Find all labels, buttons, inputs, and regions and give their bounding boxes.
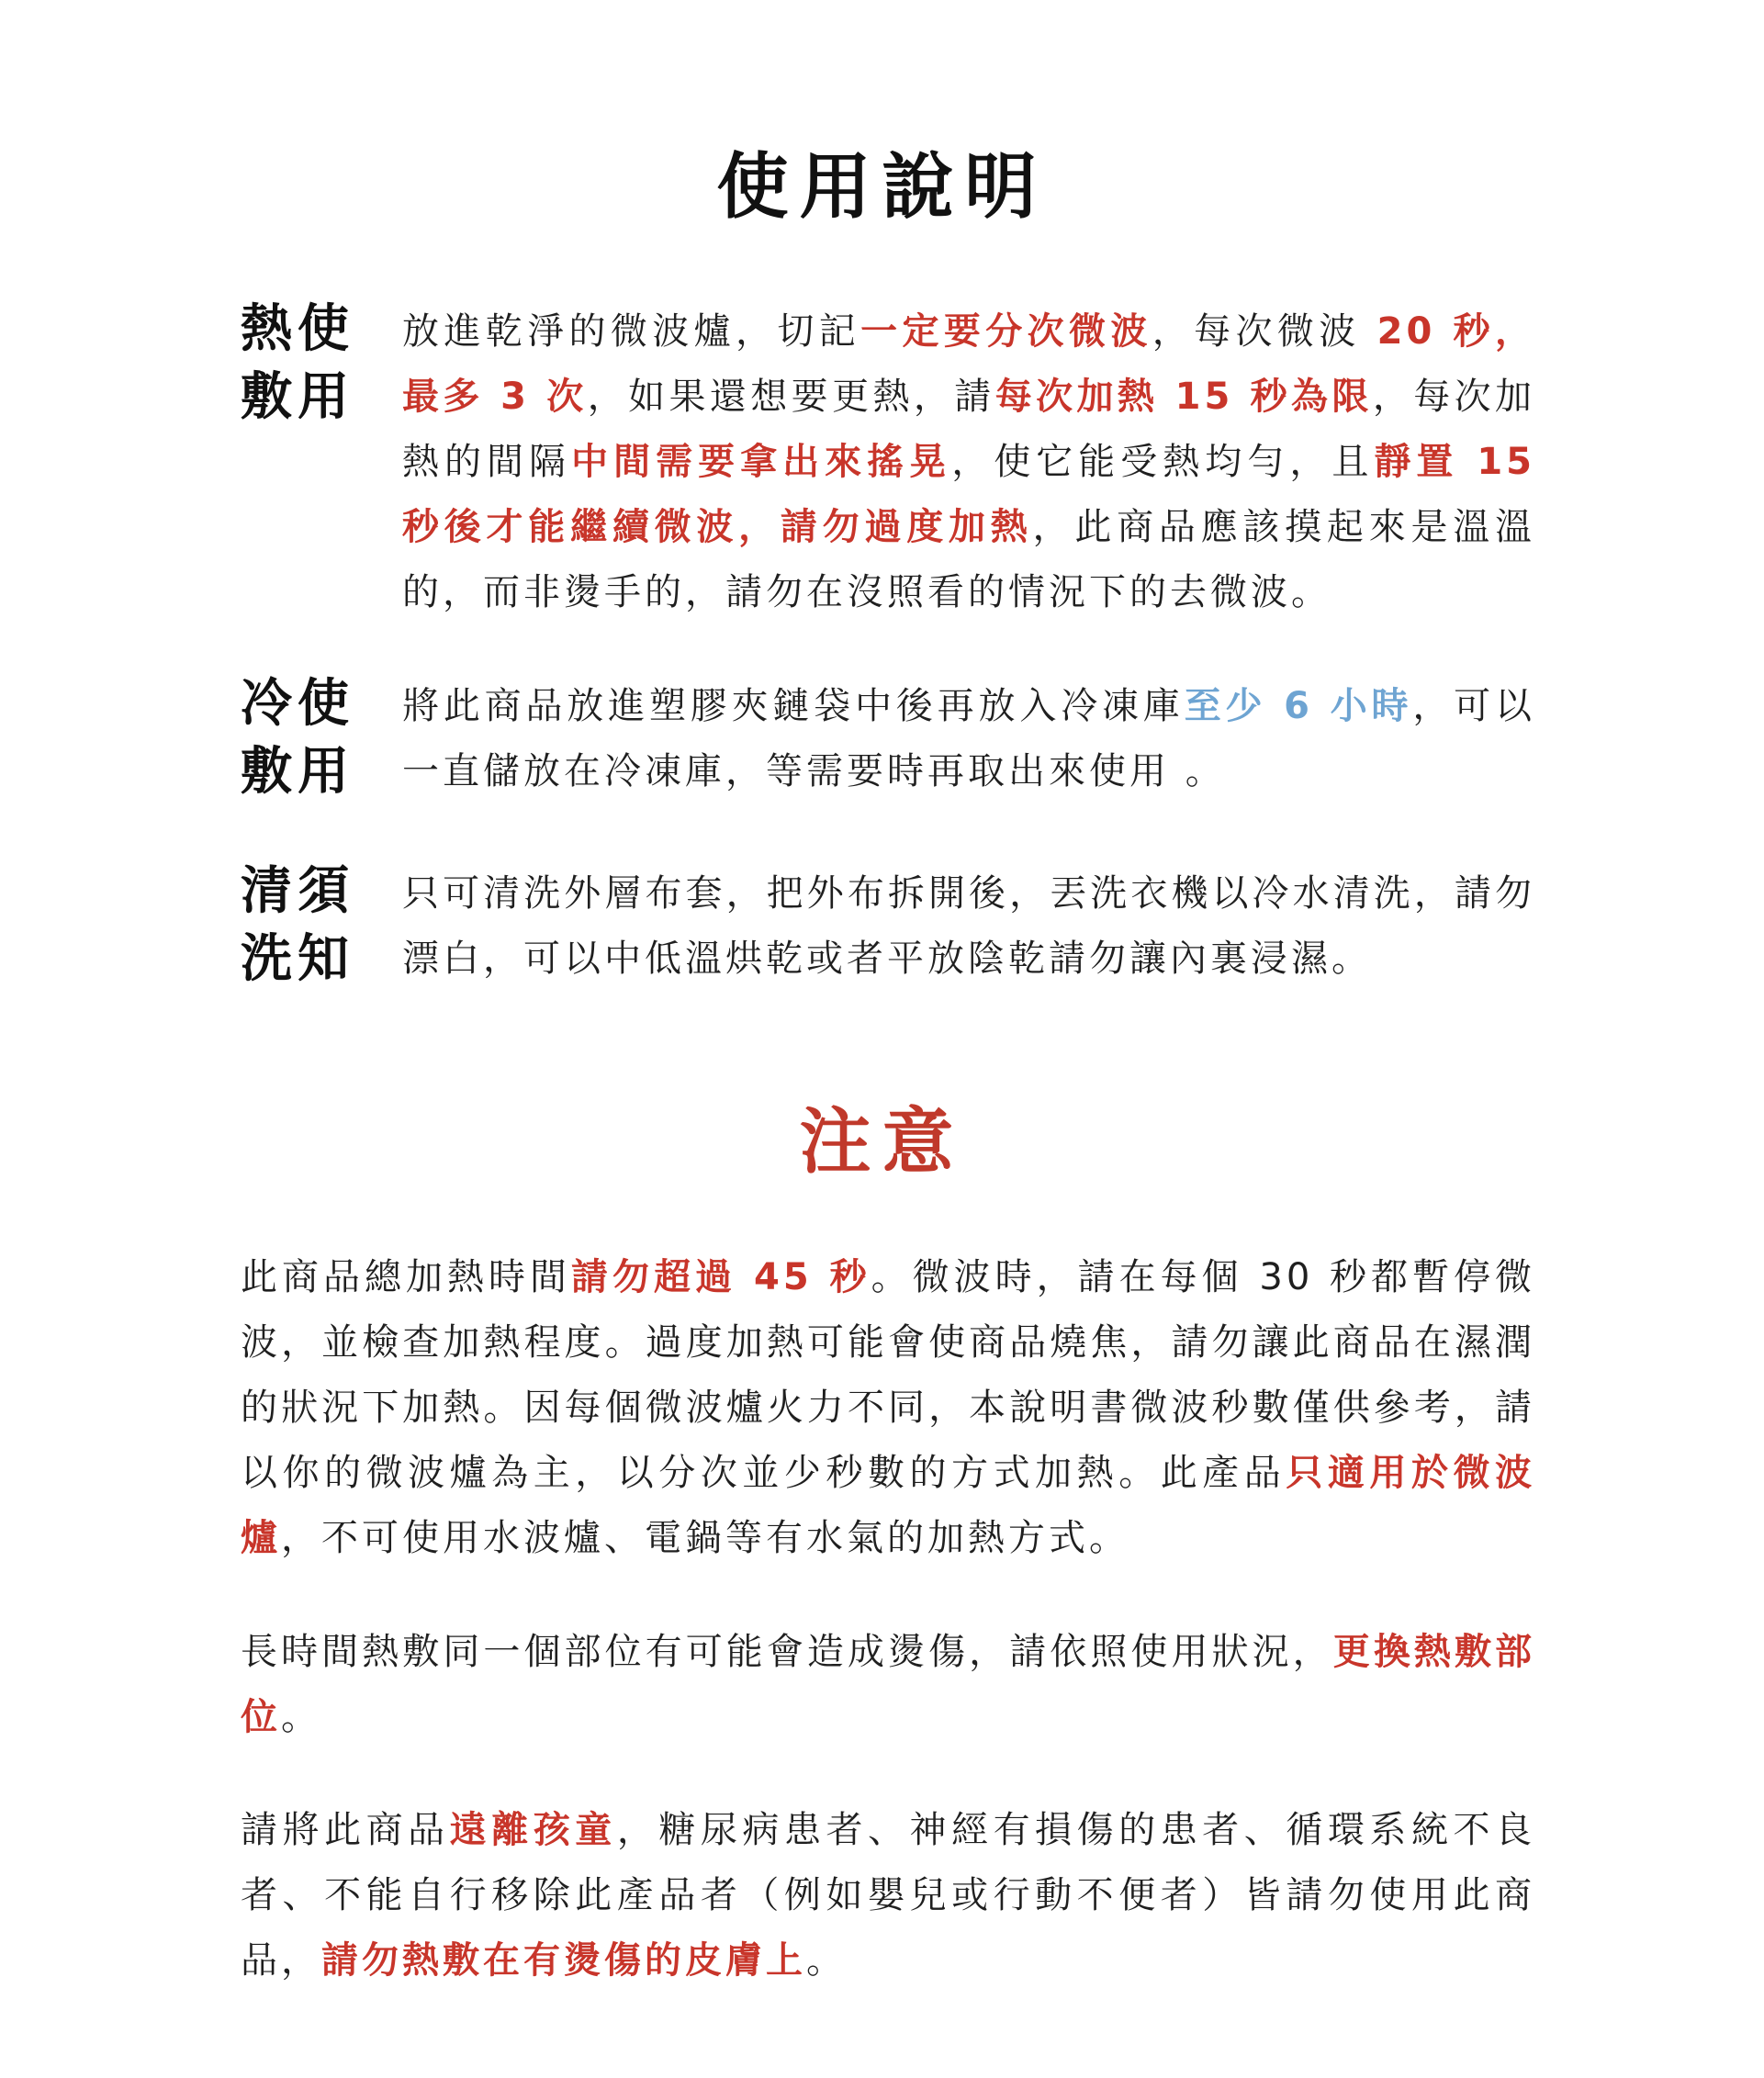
cold-label-line2: 敷用 <box>241 742 354 802</box>
text-segment: 此商品總加熱時間 <box>241 1256 572 1298</box>
text-segment: ，不可使用水波爐、電鍋等有水氣的加熱方式。 <box>281 1517 1129 1559</box>
notice-paragraph-3 <box>241 1798 1535 1994</box>
cleaning-label <box>241 858 360 994</box>
text-segment: 。微波時，請在每個 30 秒都暫停微波，並檢查加熱程度。過度加熱可能會使商品燒焦，請勿讓此商品在濕潤的狀況下加熱。因每個微波爐火力不同，本說明書微波秒數僅供參考，請以你的微波爐為主，以分次並少秒數的方式加熱。此產品 <box>241 1256 1536 1494</box>
text-segment: 。 <box>806 1939 847 1982</box>
text-segment: 將此商品放進塑膠夾鏈袋中後再放入冷凍庫 <box>402 685 1185 727</box>
text-segment: ，可以一直儲放在冷凍庫，等需要時再取出來使用 。 <box>402 685 1536 792</box>
hot-compress-label <box>241 296 360 432</box>
emphasis-segment: 只適用於微波爐 <box>241 1452 1536 1559</box>
text-segment: 只可清洗外層布套，把外布拆開後，丟洗衣機以冷水清洗，請勿漂白，可以中低溫烘乾或者平放陰乾請勿讓內裏浸濕。 <box>402 872 1535 980</box>
emphasis-segment: 請勿超過 45 秒 <box>571 1256 871 1298</box>
cold-label-line1: 冷使 <box>241 674 354 734</box>
cold-compress-text <box>402 674 1535 804</box>
clean-label-line1: 清須 <box>241 861 354 921</box>
notice-title: 注意 <box>799 1101 965 1184</box>
cold-compress-label <box>241 670 360 806</box>
usage-title: 使用說明 <box>716 146 1048 229</box>
text-segment: ，每次加熱的間隔 <box>402 376 1536 483</box>
text-segment: 放進乾淨的微波爐，切記 <box>402 310 861 353</box>
notice-paragraph-1 <box>241 1245 1535 1571</box>
emphasis-segment: 每次加熱 15 秒為限 <box>994 376 1373 418</box>
clean-label-line2: 洗知 <box>241 929 354 989</box>
hot-label-line1: 熱使 <box>241 299 354 359</box>
emphasis-segment: 更換熱敷部位 <box>241 1631 1536 1738</box>
emphasis-segment: 至少 6 小時 <box>1184 685 1413 727</box>
hot-label-line2: 敷用 <box>241 367 354 427</box>
emphasis-segment: 一定要分次微波 <box>860 310 1152 353</box>
hot-compress-text <box>402 299 1535 625</box>
text-segment: ，此商品應該摸起來是溫溫的，而非燙手的，請勿在沒照看的情況下的去微波。 <box>402 506 1536 613</box>
emphasis-segment: 請勿熱敷在有燙傷的皮膚上 <box>321 1939 806 1982</box>
text-segment: 。 <box>281 1696 321 1738</box>
emphasis-segment: 靜置 15 秒後才能繼續微波，請勿過度加熱 <box>402 441 1535 548</box>
text-segment: ，糖尿病患者、神經有損傷的患者、循環系統不良者、不能自行移除此產品者（例如嬰兒或行動不便者）皆請勿使用此商品， <box>241 1809 1536 1982</box>
text-segment: ，每次微波 <box>1152 310 1377 353</box>
cold-compress-section <box>241 670 1535 808</box>
text-segment: 長時間熱敷同一個部位有可能會造成燙傷，請依照使用狀況， <box>241 1631 1333 1673</box>
emphasis-segment: 中間需要拿出來搖晃 <box>571 441 952 483</box>
emphasis-segment: 20 秒，最多 3 次 <box>402 310 1536 418</box>
notice-paragraph-2 <box>241 1620 1535 1750</box>
cleaning-section <box>241 858 1535 995</box>
text-segment: ，使它能受熱均勻，且 <box>951 441 1375 483</box>
hot-compress-section <box>241 296 1535 626</box>
text-segment: ，如果還想要更熱，請 <box>587 376 995 418</box>
emphasis-segment: 遠離孩童 <box>449 1809 617 1851</box>
cleaning-text <box>402 861 1535 992</box>
text-segment: 請將此商品 <box>241 1809 450 1851</box>
